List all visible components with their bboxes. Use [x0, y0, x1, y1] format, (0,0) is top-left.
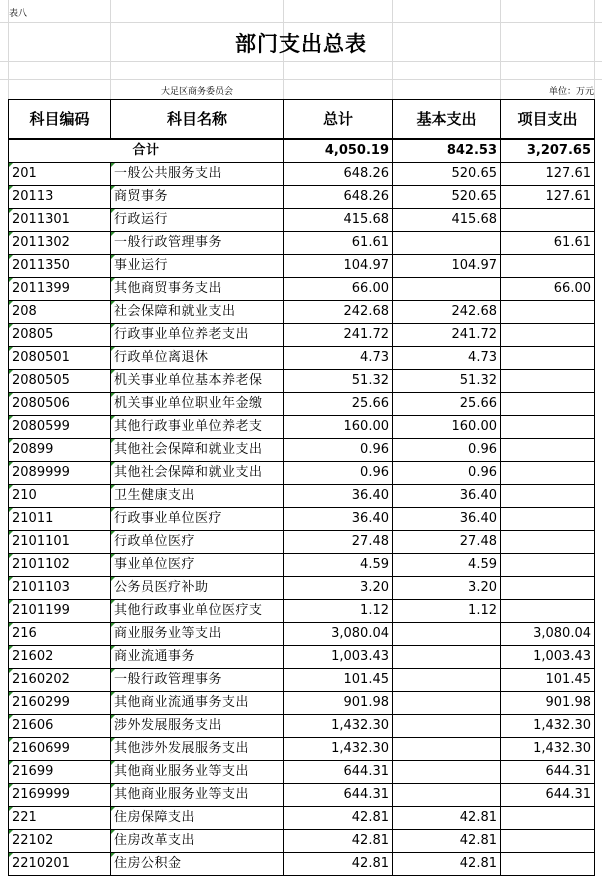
table-row	[9, 208, 595, 231]
row-project	[501, 530, 595, 553]
row-name: 其他商业服务业等支出	[111, 783, 284, 806]
row-name: 行政单位离退休	[111, 346, 284, 369]
page-title: 部门支出总表	[235, 31, 367, 56]
row-project	[501, 369, 595, 392]
row-basic	[393, 714, 501, 737]
row-basic: 42.81	[393, 806, 501, 829]
row-total: 0.96	[284, 461, 393, 484]
row-total: 644.31	[284, 783, 393, 806]
row-project	[501, 346, 595, 369]
row-basic: 4.59	[393, 553, 501, 576]
row-project	[501, 300, 595, 323]
row-basic: 0.96	[393, 461, 501, 484]
row-basic: 415.68	[393, 208, 501, 231]
row-total: 66.00	[284, 277, 393, 300]
row-basic: 160.00	[393, 415, 501, 438]
row-name: 行政运行	[111, 208, 284, 231]
row-name: 事业单位医疗	[111, 553, 284, 576]
row-code: 2101102	[9, 553, 111, 576]
table-row	[9, 438, 595, 461]
row-project	[501, 254, 595, 277]
row-project	[501, 415, 595, 438]
row-name: 其他行政事业单位医疗支	[111, 599, 284, 622]
row-basic	[393, 645, 501, 668]
row-code: 21602	[9, 645, 111, 668]
table-row	[9, 461, 595, 484]
row-basic	[393, 231, 501, 254]
table-row	[9, 484, 595, 507]
row-name: 其他商业流通事务支出	[111, 691, 284, 714]
row-code: 21699	[9, 760, 111, 783]
row-total: 42.81	[284, 806, 393, 829]
row-name: 其他涉外发展服务支出	[111, 737, 284, 760]
table-row	[9, 323, 595, 346]
row-total: 104.97	[284, 254, 393, 277]
row-project: 101.45	[501, 668, 595, 691]
row-total: 36.40	[284, 507, 393, 530]
row-project	[501, 553, 595, 576]
header-basic: 基本支出	[393, 100, 501, 139]
table-row	[9, 185, 595, 208]
table-header-row	[9, 100, 595, 139]
row-basic	[393, 760, 501, 783]
table-row	[9, 231, 595, 254]
row-basic: 4.73	[393, 346, 501, 369]
row-project: 127.61	[501, 185, 595, 208]
row-code: 216	[9, 622, 111, 645]
row-name: 其他商贸事务支出	[111, 277, 284, 300]
row-code: 2011302	[9, 231, 111, 254]
row-project	[501, 438, 595, 461]
row-code: 210	[9, 484, 111, 507]
row-total: 61.61	[284, 231, 393, 254]
total-row	[9, 139, 595, 163]
row-project: 3,080.04	[501, 622, 595, 645]
row-basic: 25.66	[393, 392, 501, 415]
row-code: 201	[9, 162, 111, 185]
row-project: 127.61	[501, 162, 595, 185]
row-project: 1,432.30	[501, 714, 595, 737]
row-basic: 241.72	[393, 323, 501, 346]
row-code: 20899	[9, 438, 111, 461]
row-code: 2080506	[9, 392, 111, 415]
header-name: 科目名称	[111, 100, 284, 139]
table-row	[9, 576, 595, 599]
row-project	[501, 576, 595, 599]
row-project	[501, 208, 595, 231]
row-project: 644.31	[501, 760, 595, 783]
row-total: 901.98	[284, 691, 393, 714]
row-code: 221	[9, 806, 111, 829]
row-project	[501, 484, 595, 507]
table-row	[9, 852, 595, 875]
row-basic: 520.65	[393, 162, 501, 185]
row-name: 其他社会保障和就业支出	[111, 461, 284, 484]
header-code: 科目编码	[9, 100, 111, 139]
row-total: 0.96	[284, 438, 393, 461]
table-row	[9, 162, 595, 185]
row-total: 415.68	[284, 208, 393, 231]
table-row	[9, 346, 595, 369]
row-basic: 42.81	[393, 829, 501, 852]
grid-line	[0, 61, 602, 62]
row-project: 1,432.30	[501, 737, 595, 760]
row-name: 社会保障和就业支出	[111, 300, 284, 323]
row-code: 2089999	[9, 461, 111, 484]
organization-name: 大足区商务委员会	[160, 87, 233, 97]
table-row	[9, 760, 595, 783]
row-total: 1,432.30	[284, 737, 393, 760]
row-total: 648.26	[284, 185, 393, 208]
row-total: 1.12	[284, 599, 393, 622]
table-row	[9, 507, 595, 530]
row-name: 卫生健康支出	[111, 484, 284, 507]
table-row	[9, 691, 595, 714]
row-code: 2011399	[9, 277, 111, 300]
row-basic: 36.40	[393, 507, 501, 530]
row-basic: 1.12	[393, 599, 501, 622]
row-basic: 51.32	[393, 369, 501, 392]
table-row	[9, 599, 595, 622]
total-total: 4,050.19	[284, 139, 393, 163]
table-number-label: 表八	[9, 9, 28, 19]
row-name: 机关事业单位基本养老保	[111, 369, 284, 392]
row-project: 644.31	[501, 783, 595, 806]
row-code: 2011350	[9, 254, 111, 277]
row-total: 1,003.43	[284, 645, 393, 668]
row-code: 2080599	[9, 415, 111, 438]
row-basic	[393, 783, 501, 806]
row-project: 61.61	[501, 231, 595, 254]
row-name: 涉外发展服务支出	[111, 714, 284, 737]
row-basic: 520.65	[393, 185, 501, 208]
row-total: 42.81	[284, 829, 393, 852]
row-name: 其他社会保障和就业支出	[111, 438, 284, 461]
row-total: 42.81	[284, 852, 393, 875]
table-row	[9, 714, 595, 737]
table-row	[9, 415, 595, 438]
row-basic: 42.81	[393, 852, 501, 875]
row-code: 2101101	[9, 530, 111, 553]
row-code: 2080501	[9, 346, 111, 369]
row-total: 648.26	[284, 162, 393, 185]
row-basic: 27.48	[393, 530, 501, 553]
row-basic	[393, 277, 501, 300]
table-row	[9, 737, 595, 760]
row-basic	[393, 622, 501, 645]
table-row	[9, 369, 595, 392]
row-total: 3,080.04	[284, 622, 393, 645]
row-project	[501, 806, 595, 829]
row-project: 901.98	[501, 691, 595, 714]
row-basic	[393, 737, 501, 760]
row-project	[501, 852, 595, 875]
row-name: 一般公共服务支出	[111, 162, 284, 185]
row-code: 2169999	[9, 783, 111, 806]
row-total: 644.31	[284, 760, 393, 783]
table-row	[9, 530, 595, 553]
row-name: 商业流通事务	[111, 645, 284, 668]
row-basic: 104.97	[393, 254, 501, 277]
table-row	[9, 553, 595, 576]
row-total: 3.20	[284, 576, 393, 599]
row-name: 行政事业单位养老支出	[111, 323, 284, 346]
row-project	[501, 599, 595, 622]
table-row	[9, 645, 595, 668]
row-code: 20113	[9, 185, 111, 208]
row-code: 2101103	[9, 576, 111, 599]
row-name: 公务员医疗补助	[111, 576, 284, 599]
row-basic	[393, 668, 501, 691]
row-name: 其他商业服务业等支出	[111, 760, 284, 783]
row-name: 住房保障支出	[111, 806, 284, 829]
row-total: 25.66	[284, 392, 393, 415]
row-code: 2101199	[9, 599, 111, 622]
row-name: 商业服务业等支出	[111, 622, 284, 645]
row-basic: 36.40	[393, 484, 501, 507]
row-total: 241.72	[284, 323, 393, 346]
expenditure-table	[8, 99, 595, 876]
row-code: 2160299	[9, 691, 111, 714]
header-total: 总计	[284, 100, 393, 139]
row-code: 208	[9, 300, 111, 323]
row-code: 20805	[9, 323, 111, 346]
row-name: 机关事业单位职业年金缴	[111, 392, 284, 415]
row-total: 36.40	[284, 484, 393, 507]
row-code: 2210201	[9, 852, 111, 875]
row-total: 4.73	[284, 346, 393, 369]
row-project	[501, 829, 595, 852]
row-name: 住房改革支出	[111, 829, 284, 852]
row-code: 2011301	[9, 208, 111, 231]
table-row	[9, 392, 595, 415]
table-row	[9, 668, 595, 691]
row-code: 22102	[9, 829, 111, 852]
row-name: 一般行政管理事务	[111, 231, 284, 254]
row-name: 行政单位医疗	[111, 530, 284, 553]
grid-line	[0, 22, 602, 23]
row-code: 2160202	[9, 668, 111, 691]
table-row	[9, 300, 595, 323]
row-total: 101.45	[284, 668, 393, 691]
row-project	[501, 461, 595, 484]
row-code: 2080505	[9, 369, 111, 392]
table-row	[9, 622, 595, 645]
row-project: 1,003.43	[501, 645, 595, 668]
table-row	[9, 783, 595, 806]
unit-label: 单位：万元	[548, 87, 594, 97]
row-name: 行政事业单位医疗	[111, 507, 284, 530]
row-code: 21606	[9, 714, 111, 737]
table-row	[9, 254, 595, 277]
table-row	[9, 806, 595, 829]
row-total: 51.32	[284, 369, 393, 392]
row-basic: 3.20	[393, 576, 501, 599]
row-code: 21011	[9, 507, 111, 530]
row-total: 4.59	[284, 553, 393, 576]
row-project	[501, 323, 595, 346]
row-name: 一般行政管理事务	[111, 668, 284, 691]
row-code: 2160699	[9, 737, 111, 760]
table-row	[9, 829, 595, 852]
total-project: 3,207.65	[501, 139, 595, 163]
row-project: 66.00	[501, 277, 595, 300]
grid-line	[0, 79, 602, 80]
row-name: 其他行政事业单位养老支	[111, 415, 284, 438]
row-basic: 0.96	[393, 438, 501, 461]
row-name: 住房公积金	[111, 852, 284, 875]
row-name: 事业运行	[111, 254, 284, 277]
header-project: 项目支出	[501, 100, 595, 139]
total-label: 合计	[9, 139, 284, 163]
row-total: 27.48	[284, 530, 393, 553]
row-project	[501, 507, 595, 530]
row-total: 242.68	[284, 300, 393, 323]
row-basic: 242.68	[393, 300, 501, 323]
row-basic	[393, 691, 501, 714]
row-name: 商贸事务	[111, 185, 284, 208]
row-total: 1,432.30	[284, 714, 393, 737]
row-total: 160.00	[284, 415, 393, 438]
total-basic: 842.53	[393, 139, 501, 163]
row-project	[501, 392, 595, 415]
table-row	[9, 277, 595, 300]
